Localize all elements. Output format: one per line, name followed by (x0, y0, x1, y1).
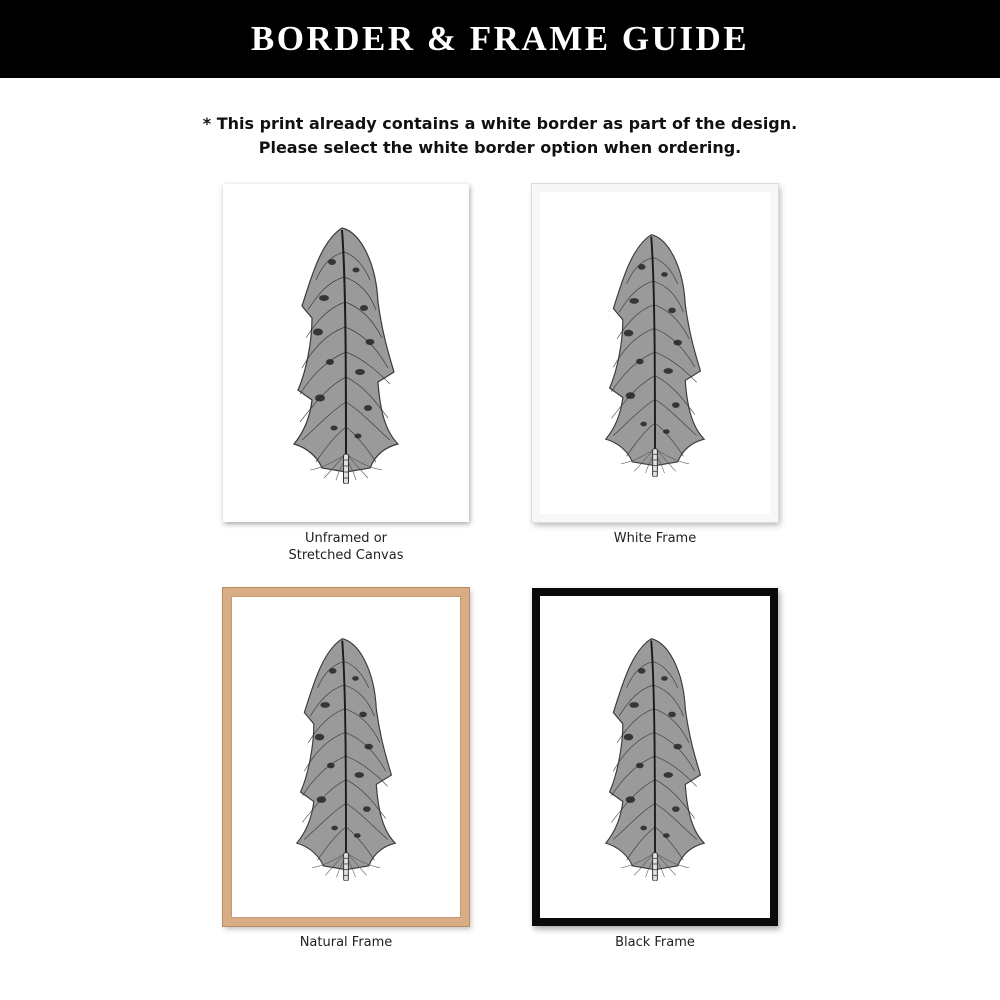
header-banner (0, 0, 1000, 78)
white-frame-preview (532, 184, 778, 522)
option-caption (223, 934, 469, 951)
option-natural-frame (223, 588, 469, 951)
caption-line-1: Natural Frame (299, 935, 393, 950)
unframed-print-preview (223, 184, 469, 522)
banner-title: BORDER & FRAME GUIDE (250, 19, 750, 58)
feather-illustration-icon (540, 596, 770, 918)
caption-line-2: Stretched Canvas (288, 548, 404, 563)
option-black-frame (532, 588, 778, 951)
natural-frame-preview (223, 588, 469, 926)
border-notice (0, 112, 1000, 160)
notice-line-1: * This print already contains a white border as part of the design. (202, 114, 798, 133)
notice-line-2: Please select the white border option when ordering. (258, 138, 742, 157)
black-frame-preview (532, 588, 778, 926)
caption-line-1: Unframed or (305, 531, 387, 546)
option-caption (532, 934, 778, 951)
feather-illustration-icon (223, 184, 469, 522)
option-unframed (223, 184, 469, 564)
caption-line-1: White Frame (613, 531, 697, 546)
option-caption (223, 530, 469, 564)
caption-line-1: Black Frame (615, 935, 695, 950)
option-white-frame (532, 184, 778, 547)
option-caption (532, 530, 778, 547)
feather-illustration-icon (231, 596, 461, 918)
feather-illustration-icon (540, 192, 770, 514)
